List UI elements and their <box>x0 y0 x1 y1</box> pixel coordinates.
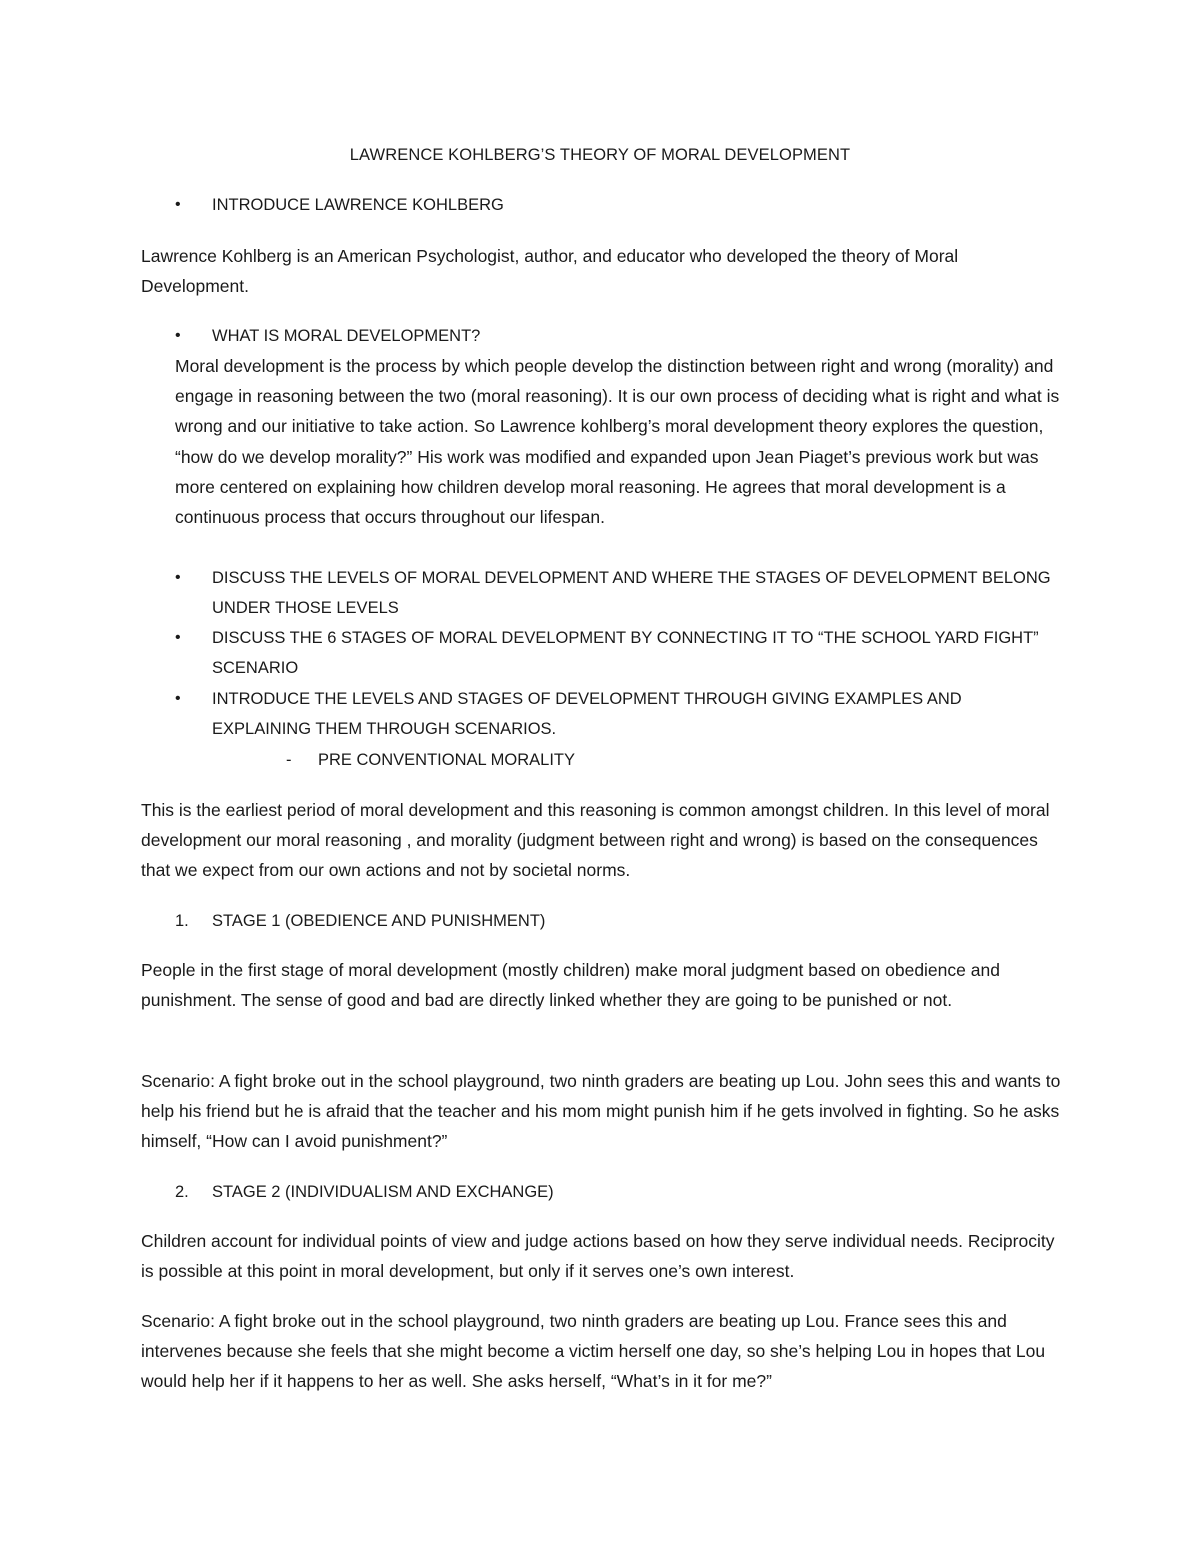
bullet-mark: • <box>175 569 181 586</box>
bullet-mark: • <box>175 629 181 646</box>
dash-text: PRE CONVENTIONAL MORALITY <box>318 751 576 769</box>
bullet-what <box>141 321 1061 351</box>
stage-heading-text: STAGE 1 (OBEDIENCE AND PUNISHMENT) <box>212 912 546 930</box>
intro-paragraph: Lawrence Kohlberg is an American Psychologist, author, and educator who developed the theory of Moral Development. <box>141 246 959 297</box>
bullet-mark: • <box>175 327 181 344</box>
bullet-examples <box>141 684 1061 744</box>
stage2-scenario: Scenario: A fight broke out in the school playground, two ninth graders are beating up Lou. France sees this and intervenes because she feels that she might become a victim herself one day, so she’s helping Lou in hopes that Lou would help her if it happens to her as well. She asks herself, “What’s in it for me?” <box>141 1311 1046 1392</box>
stage1-paragraph: People in the first stage of moral development (mostly children) make moral judgment based on obedience and punishment. The sense of good and bad are directly linked whether they are going to be punished or not. <box>141 960 1000 1011</box>
bullet-text: WHAT IS MORAL DEVELOPMENT? <box>212 327 481 345</box>
bullet-text: INTRODUCE THE LEVELS AND STAGES OF DEVELOPMENT THROUGH GIVING EXAMPLES AND EXPLAINING THEM THROUGH SCENARIOS. <box>212 690 962 739</box>
stage-heading-text: STAGE 2 (INDIVIDUALISM AND EXCHANGE) <box>212 1183 554 1201</box>
stage1-heading <box>141 906 1061 936</box>
bullet-stages <box>141 623 1061 683</box>
bullet-mark: • <box>175 690 181 707</box>
bullet-intro <box>141 190 1061 220</box>
list-number: 2. <box>175 1183 189 1201</box>
list-number: 1. <box>175 912 189 930</box>
stage2-paragraph: Children account for individual points of view and judge actions based on how they serve individual needs. Reciprocity is possible at this point in moral development, but only if it serves one’s own interest. <box>141 1231 1055 1282</box>
dash-item-preconventional <box>141 745 1061 775</box>
what-paragraph: Moral development is the process by which people develop the distinction between right and wrong (morality) and engage in reasoning between the two (moral reasoning). It is our own process of deciding what is right and what is wrong and our initiative to take action. So Lawrence kohlberg’s moral development theory explores the question, “how do we develop morality?” His work was modified and expanded upon Jean Piaget’s previous work but was more centered on explaining how children develop moral reasoning. He agrees that moral development is a continuous process that occurs throughout our lifespan. <box>175 356 1060 528</box>
bullet-levels <box>141 563 1061 623</box>
stage1-scenario: Scenario: A fight broke out in the school playground, two ninth graders are beating up Lou. John sees this and wants to help his friend but he is afraid that the teacher and his mom might punish him if he gets involved in fighting. So he asks himself, “How can I avoid punishment?” <box>141 1071 1061 1152</box>
bullet-text: INTRODUCE LAWRENCE KOHLBERG <box>212 196 504 214</box>
bullet-text: DISCUSS THE LEVELS OF MORAL DEVELOPMENT AND WHERE THE STAGES OF DEVELOPMENT BELONG UNDER THOSE LEVELS <box>212 569 1051 618</box>
dash-mark: - <box>286 751 292 769</box>
page-title: LAWRENCE KOHLBERG’S THEORY OF MORAL DEVELOPMENT <box>349 146 851 164</box>
bullet-mark: • <box>175 196 181 213</box>
preconventional-paragraph: This is the earliest period of moral development and this reasoning is common amongst children. In this level of moral development our moral reasoning , and morality (judgment between right and wrong) is based on the consequences that we expect from our own actions and not by societal norms. <box>141 800 1050 881</box>
stage2-heading <box>141 1177 1061 1207</box>
bullet-text: DISCUSS THE 6 STAGES OF MORAL DEVELOPMENT BY CONNECTING IT TO “THE SCHOOL YARD FIGHT” SCENARIO <box>212 629 1039 678</box>
